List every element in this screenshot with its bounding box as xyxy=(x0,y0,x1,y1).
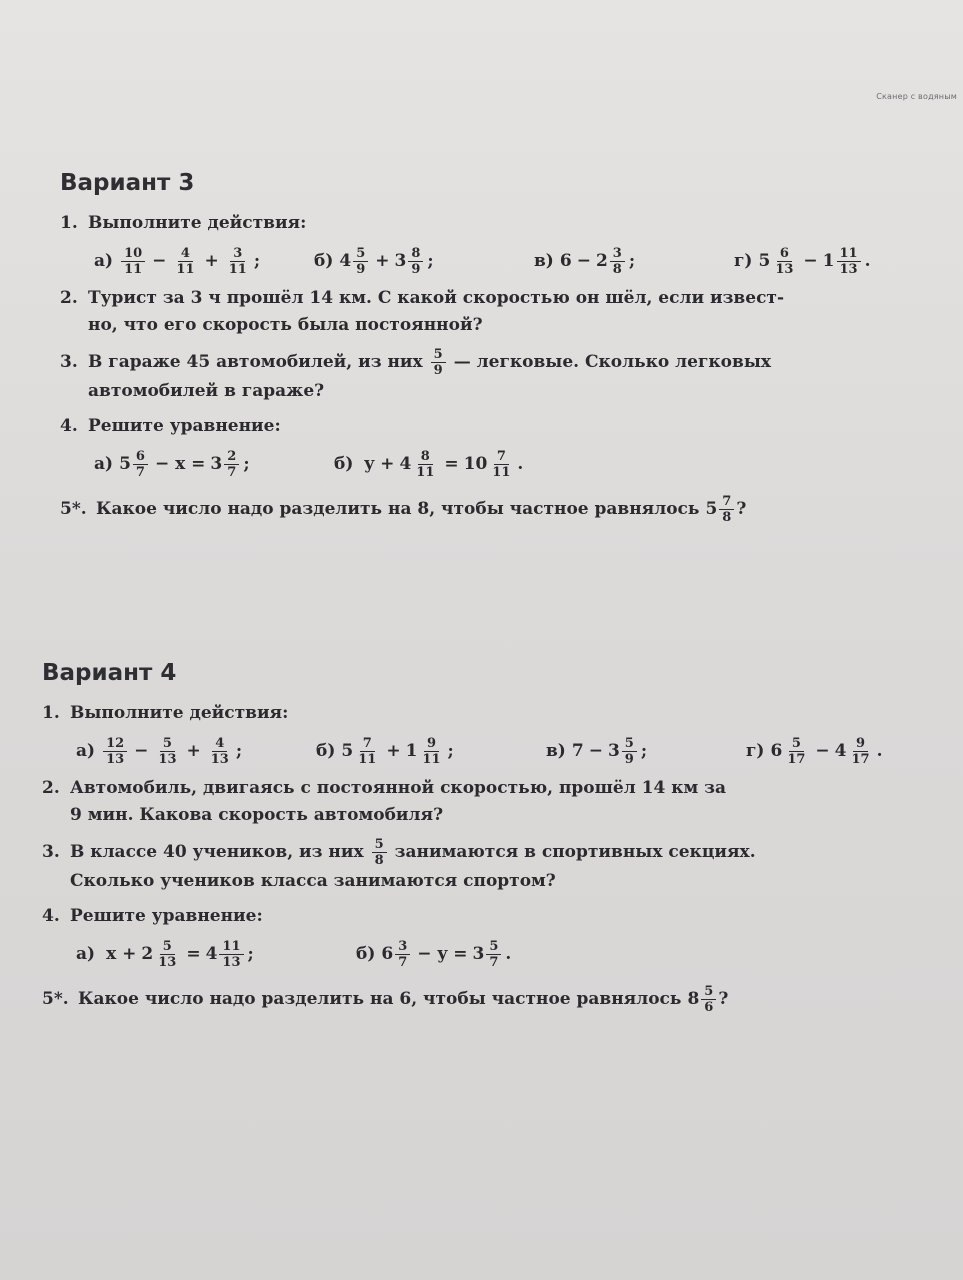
task-number: 1. xyxy=(42,703,60,723)
task-text: Какое число надо разделить на 6, чтобы частное равнялось xyxy=(78,989,682,1009)
item-b: б) 4 $\frac{5}{9}$ + 3 $\frac{8}{9}$ ; xyxy=(314,245,434,277)
item-a: а) 5 $\frac{6}{7}$ − x = 3 $\frac{2}{7}$ ; xyxy=(94,448,250,480)
fraction: $\frac{7}{11}$ xyxy=(492,448,511,480)
item-d: г) 5 $\frac{6}{13}$ − 1 $\frac{11}{13}$ . xyxy=(734,245,871,277)
item-label: г) xyxy=(734,251,753,271)
task-text: Турист за 3 ч прошёл 14 км. С какой скоростью он шёл, если извест- xyxy=(88,288,785,308)
fraction: $\frac{3}{8}$ xyxy=(610,246,625,277)
fraction: $\frac{7}{11}$ xyxy=(358,735,377,767)
task-1-items xyxy=(42,727,932,775)
task-4 xyxy=(42,903,932,930)
item-a: а) $\frac{12}{13}$ − $\frac{5}{13}$ + $\frac{4}{13}$ ; xyxy=(76,735,243,767)
item-label: а) xyxy=(76,741,96,761)
task-text: занимаются в спортивных секциях. xyxy=(394,842,756,862)
fraction: $\frac{5}{9}$ xyxy=(431,347,446,378)
item-label: б) xyxy=(356,944,376,964)
task-number: 2. xyxy=(42,778,60,798)
fraction: $\frac{5}{9}$ xyxy=(353,246,368,277)
task-number: 1. xyxy=(60,213,78,233)
fraction: $\frac{5}{9}$ xyxy=(622,736,637,767)
task-text: Решите уравнение: xyxy=(88,416,281,436)
task-number: 4. xyxy=(42,906,60,926)
item-label: в) xyxy=(546,741,566,761)
task-text: В классе 40 учеников, из них xyxy=(70,842,364,862)
fraction: $\frac{11}{13}$ xyxy=(219,939,243,970)
task-3-line2: Сколько учеников класса занимаются спортом? xyxy=(70,871,556,891)
fraction: $\frac{3}{11}$ xyxy=(228,245,247,277)
item-b: б) 6 $\frac{3}{7}$ − y = 3 $\frac{5}{7}$ . xyxy=(356,938,512,970)
item-label: а) xyxy=(94,454,114,474)
fraction: $\frac{9}{11}$ xyxy=(422,735,441,767)
fraction: $\frac{5}{13}$ xyxy=(158,735,177,767)
task-5: 5*. Какое число надо разделить на 6, чтобы частное равнялось 8 $\frac{5}{6}$ ? xyxy=(42,984,729,1015)
task-text: Выполните действия: xyxy=(70,703,289,723)
task-number: 3. xyxy=(42,842,60,862)
task-number: 2. xyxy=(60,288,78,308)
task-4-items xyxy=(60,440,950,488)
item-label: в) xyxy=(534,251,554,271)
variant-3 xyxy=(60,170,950,525)
task-number: 3. xyxy=(60,352,78,372)
fraction: $\frac{4}{11}$ xyxy=(176,245,195,277)
fraction: $\frac{10}{11}$ xyxy=(121,246,145,277)
task-text: Какое число надо разделить на 8, чтобы частное равнялось xyxy=(96,499,700,519)
task-text: Автомобиль, двигаясь с постоянной скоростью, прошёл 14 км за xyxy=(70,778,727,798)
task-3-line2: автомобилей в гараже? xyxy=(88,381,325,401)
task-text: 9 мин. Какова скорость автомобиля? xyxy=(70,805,444,825)
variant-title: Вариант 4 xyxy=(42,660,177,686)
task-1-items xyxy=(60,237,950,285)
fraction: $\frac{7}{8}$ xyxy=(719,494,734,525)
fraction: $\frac{8}{9}$ xyxy=(408,246,423,277)
scanner-watermark: Сканер с водяным xyxy=(876,92,957,101)
task-1 xyxy=(60,210,950,237)
fraction: $\frac{11}{13}$ xyxy=(837,246,861,277)
item-label: г) xyxy=(746,741,765,761)
task-number: 5*. xyxy=(42,989,69,1009)
fraction: $\frac{9}{17}$ xyxy=(851,735,870,767)
item-b: б) y + 4 $\frac{8}{11}$ = 10 $\frac{7}{11}$ . xyxy=(334,448,524,480)
task-3 xyxy=(60,347,950,378)
item-d: г) 6 $\frac{5}{17}$ − 4 $\frac{9}{17}$ . xyxy=(746,735,883,767)
variant-title: Вариант 3 xyxy=(60,170,195,196)
fraction: $\frac{5}{6}$ xyxy=(701,984,716,1015)
fraction: $\frac{6}{7}$ xyxy=(133,449,148,480)
task-3 xyxy=(42,837,932,868)
task-text: Решите уравнение: xyxy=(70,906,263,926)
fraction: $\frac{5}{8}$ xyxy=(372,837,387,868)
fraction: $\frac{12}{13}$ xyxy=(103,736,127,767)
item-label: б) xyxy=(314,251,334,271)
fraction: $\frac{4}{13}$ xyxy=(210,735,229,767)
task-number: 5*. xyxy=(60,499,87,519)
task-text: В гараже 45 автомобилей, из них xyxy=(88,352,423,372)
item-a: а) $\frac{10}{11}$ − $\frac{4}{11}$ + $\frac{3}{11}$ ; xyxy=(94,245,261,277)
variant-4 xyxy=(42,660,932,1015)
fraction: $\frac{2}{7}$ xyxy=(224,449,239,480)
item-a: а) x + 2 $\frac{5}{13}$ = 4 $\frac{11}{13}$ ; xyxy=(76,938,254,970)
item-label: а) xyxy=(76,944,96,964)
item-label: б) xyxy=(334,454,354,474)
item-c: в) 7 − 3 $\frac{5}{9}$ ; xyxy=(546,735,648,767)
item-b: б) 5 $\frac{7}{11}$ + 1 $\frac{9}{11}$ ; xyxy=(316,735,454,767)
task-4-items xyxy=(42,930,932,978)
task-4 xyxy=(60,413,950,440)
fraction: $\frac{6}{13}$ xyxy=(775,245,794,277)
fraction: $\frac{3}{7}$ xyxy=(395,939,410,970)
fraction: $\frac{5}{13}$ xyxy=(158,938,177,970)
item-label: а) xyxy=(94,251,114,271)
task-2 xyxy=(60,285,950,339)
item-c: в) 6 − 2 $\frac{3}{8}$ ; xyxy=(534,245,636,277)
item-label: б) xyxy=(316,741,336,761)
task-text: но, что его скорость была постоянной? xyxy=(88,315,483,335)
task-text: — легковые. Сколько легковых xyxy=(453,352,772,372)
task-text: Выполните действия: xyxy=(88,213,307,233)
task-1 xyxy=(42,700,932,727)
task-number: 4. xyxy=(60,416,78,436)
fraction: $\frac{5}{7}$ xyxy=(486,939,501,970)
fraction: $\frac{5}{17}$ xyxy=(787,735,806,767)
task-5: 5*. Какое число надо разделить на 8, чтобы частное равнялось 5 $\frac{7}{8}$ ? xyxy=(60,494,747,525)
fraction: $\frac{8}{11}$ xyxy=(416,448,435,480)
task-2 xyxy=(42,775,932,829)
